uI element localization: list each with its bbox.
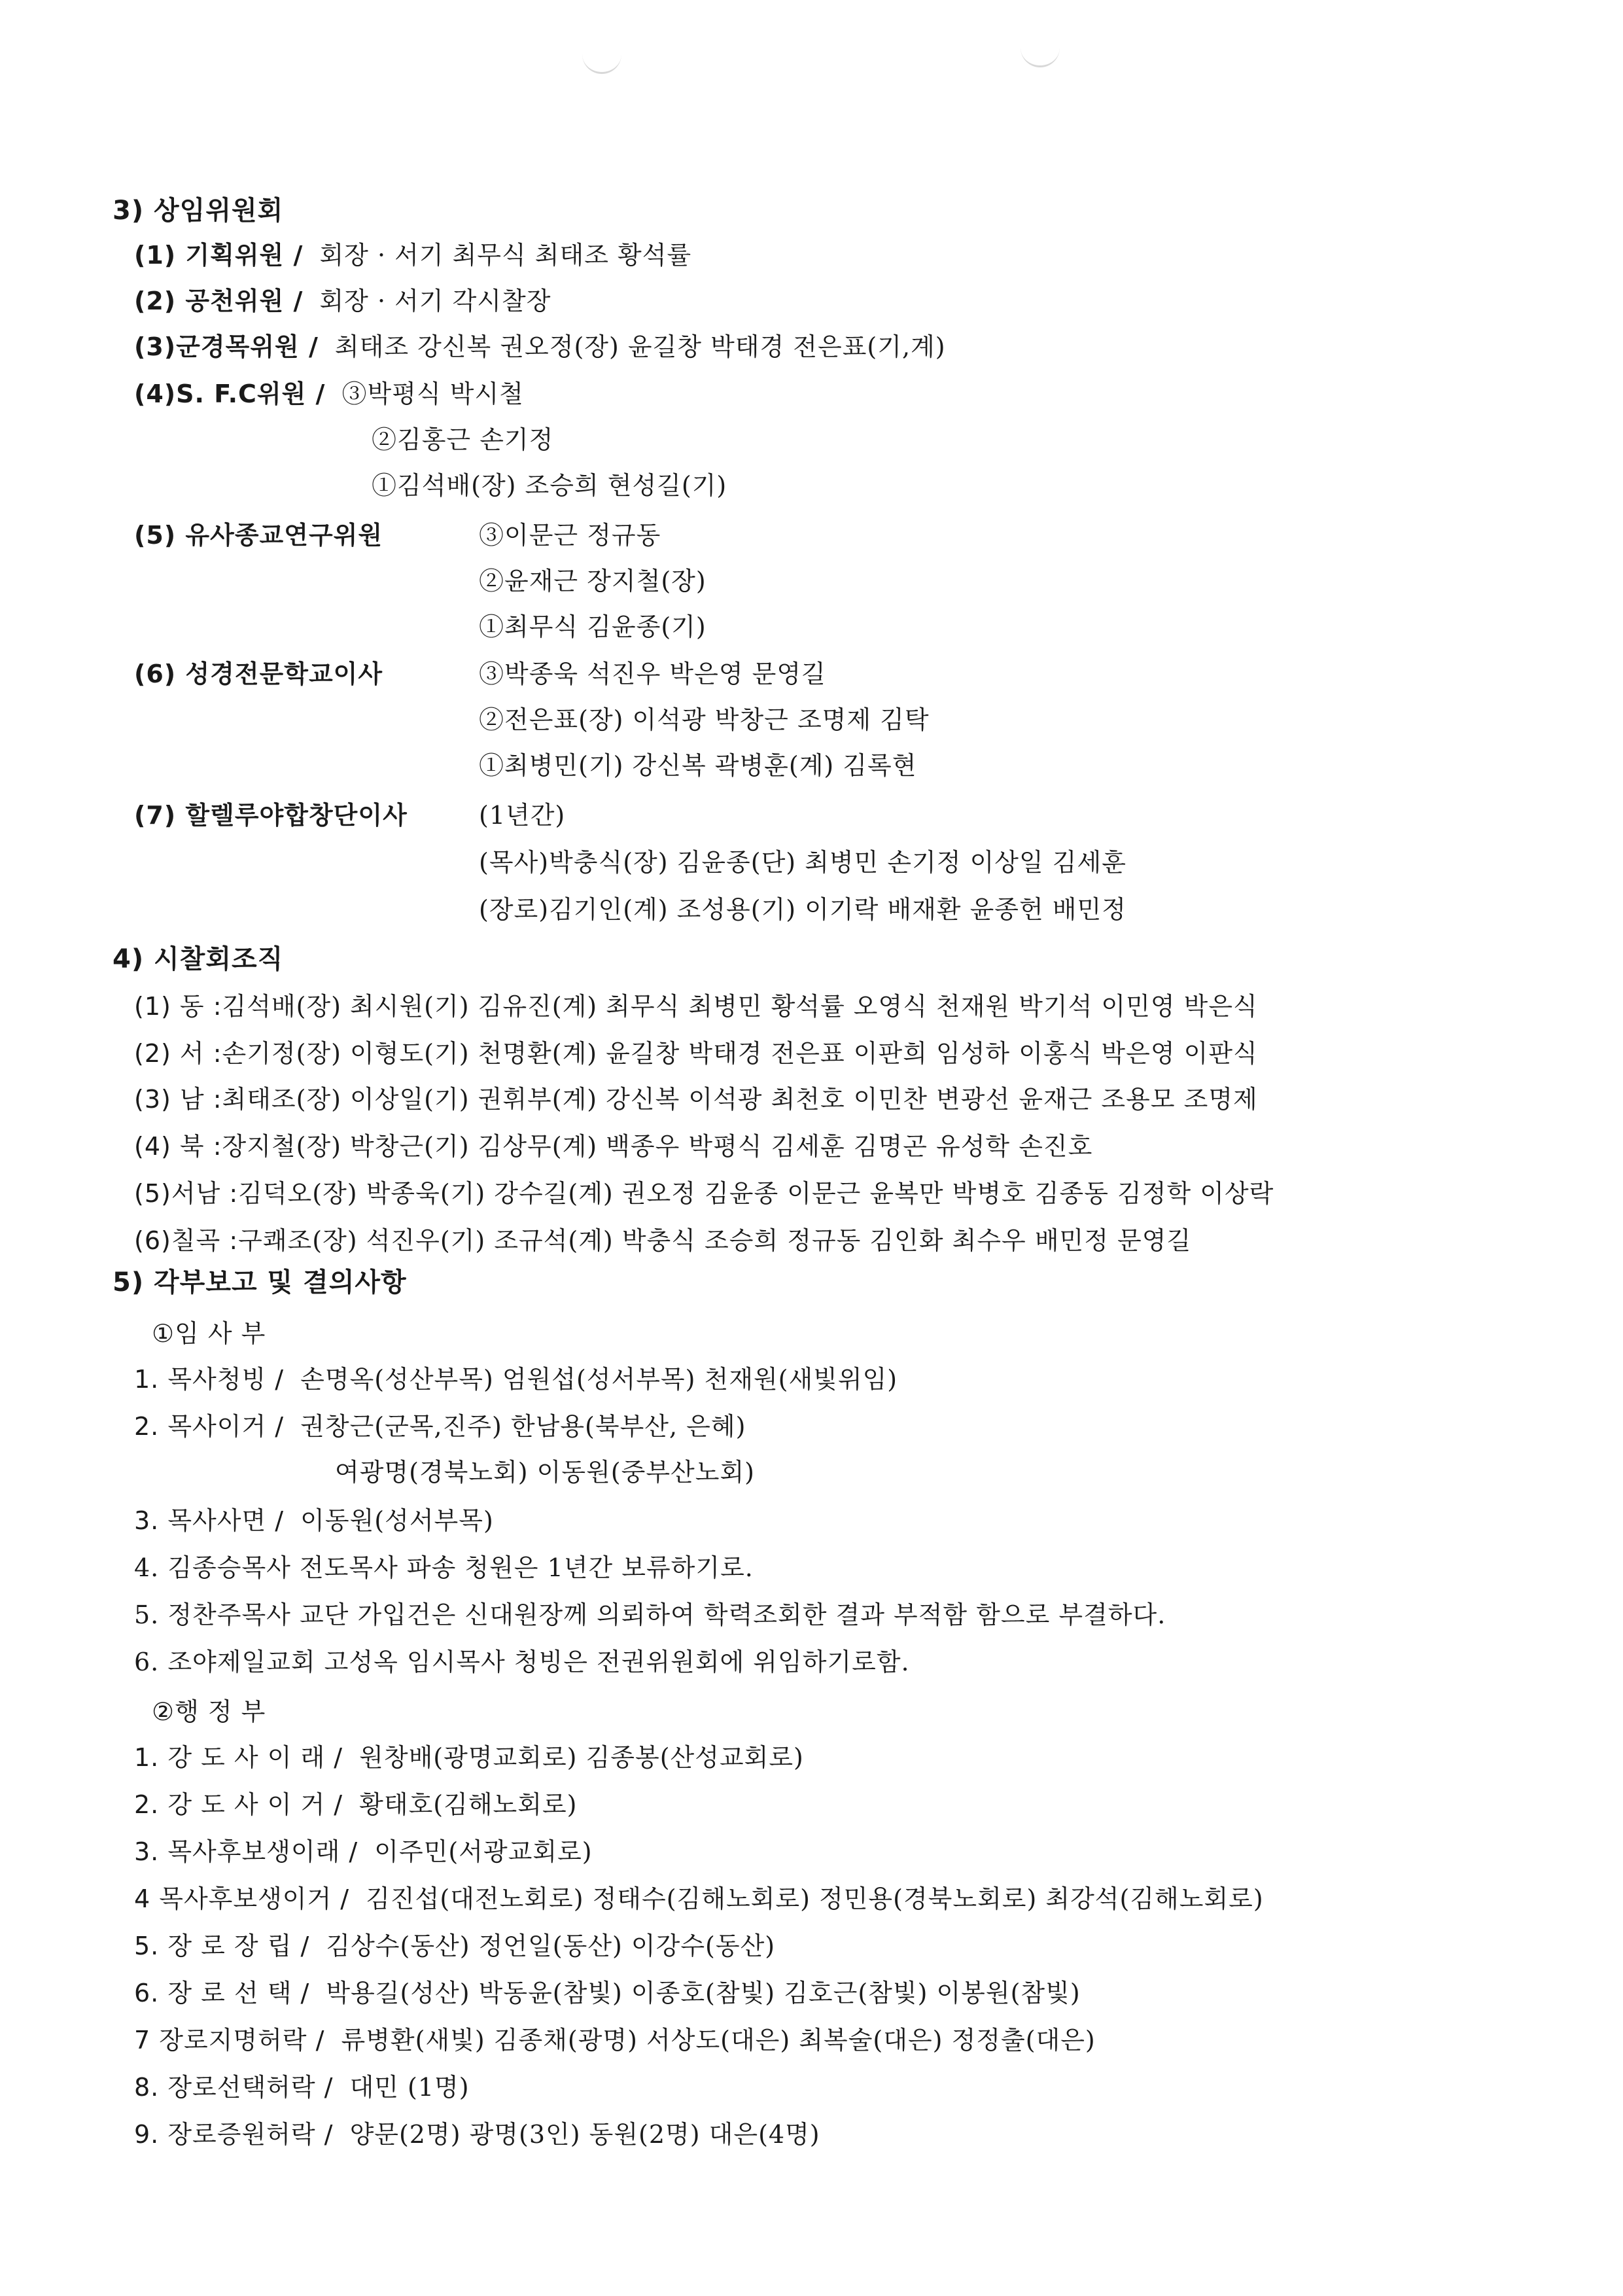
row-label: 9. 장로증원허락 / (134, 2120, 334, 2149)
row-label: 4 목사후보생이거 / (134, 1884, 350, 1913)
row-text: (1년간) (479, 801, 566, 830)
row-planning-committee (134, 239, 691, 271)
row-label: 1. 강 도 사 이 래 / (134, 1743, 343, 1772)
resolution-row (134, 1364, 898, 1395)
row-text: 최태조(장) 이상일(기) 권휘부(계) 강신복 이석광 최천호 이민찬 변광선 윤재근 조용모 조명제 (222, 1085, 1258, 1114)
subsection-heading: ②행 정 부 (152, 1697, 266, 1726)
admin-row (134, 1836, 593, 1867)
row-text: 이주민(서광교회로) (374, 1837, 593, 1866)
row-text: 최태조 강신복 권오정(장) 윤길창 박태경 전은표(기,계) (334, 332, 946, 361)
row-text: 장지철(장) 박창근(기) 김상무(계) 백종우 박평식 김세훈 김명곤 유성학 손진호 (222, 1132, 1093, 1161)
admin-row (134, 1977, 1081, 2009)
row-continuation: ①최병민(기) 강신복 곽병훈(계) 김록현 (479, 751, 917, 780)
row-label: 3. 목사후보생이래 / (134, 1837, 358, 1866)
admin-row (134, 1883, 1264, 1915)
row-text: 박용길(성산) 박동윤(참빛) 이종호(참빛) 김호근(참빛) 이봉원(참빛) (326, 1979, 1081, 2007)
row-text: 김석배(장) 최시원(기) 김유진(계) 최무식 최병민 황석률 오영식 천재원 박기석 이민영 박은식 (222, 992, 1258, 1021)
row-sfc-committee (134, 378, 524, 410)
row-text: 권창근(군목,진주) 한남용(북부산, 은혜) (300, 1412, 746, 1441)
row-label: (2) 공천위원 / (134, 287, 304, 315)
row-label: (4) 북 : (134, 1132, 222, 1161)
row-text: 류병환(새빛) 김종채(광명) 서상도(대은) 최복술(대은) 정정출(대은) (341, 2026, 1096, 2055)
row-label: (4)S. F.C위원 / (134, 380, 326, 408)
row-continuation: ②김홍근 손기정 (372, 425, 554, 454)
district-row (134, 1084, 1258, 1115)
row-continuation: (장로)김기인(계) 조성용(기) 이기락 배재환 윤종헌 배민정 (479, 895, 1126, 924)
row-label: 3. 목사사면 / (134, 1506, 285, 1535)
resolution-row: 5. 정찬주목사 교단 가입건은 신대원장께 의뢰하여 학력조회한 결과 부적함 함으로 부결하다. (134, 1600, 1166, 1629)
row-label: 8. 장로선택허락 / (134, 2073, 334, 2102)
row-text: 손명옥(성산부목) 엄원섭(성서부목) 천재원(새빛위임) (300, 1365, 898, 1394)
row-continuation: ①김석배(장) 조승희 현성길(기) (372, 471, 727, 500)
row-label: (3) 남 : (134, 1085, 222, 1114)
resolution-row: 6. 조야제일교회 고성옥 임시목사 청빙은 전권위원회에 위임하기로함. (134, 1648, 910, 1676)
row-continuation: ①최무식 김윤종(기) (479, 612, 707, 641)
row-text: ③박평식 박시철 (341, 380, 524, 408)
row-text: 황태호(김해노회로) (359, 1790, 578, 1819)
row-text: ③박종욱 석진우 박은영 문영길 (479, 660, 826, 688)
row-continuation: (목사)박충식(장) 김윤종(단) 최병민 손기정 이상일 김세훈 (479, 848, 1126, 877)
district-row (134, 991, 1258, 1022)
section-heading: 5) 각부보고 및 결의사항 (113, 1267, 407, 1298)
row-label: 1. 목사청빙 / (134, 1365, 285, 1394)
row-continuation: 여광명(경북노회) 이동원(중부산노회) (335, 1458, 756, 1487)
row-text: 손기정(장) 이형도(기) 천명환(계) 윤길창 박태경 전은표 이판희 임성하 이홍식 박은영 이판식 (222, 1039, 1258, 1068)
row-label: (1) 기획위원 / (134, 241, 304, 270)
row-cult-research-committee (134, 520, 383, 551)
row-text: 회장 · 서기 최무식 최태조 황석률 (319, 241, 692, 270)
row-nomination-committee (134, 285, 551, 317)
resolution-row (134, 1505, 494, 1536)
row-label: (6)칠곡 : (134, 1226, 239, 1255)
subsection-heading: ①임 사 부 (152, 1319, 266, 1348)
admin-row (134, 1789, 578, 1820)
row-text: 양문(2명) 광명(3인) 동원(2명) 대은(4명) (349, 2120, 820, 2149)
row-continuation: ②윤재근 장지철(장) (479, 567, 707, 595)
row-label: (2) 서 : (134, 1039, 222, 1068)
row-text: 이동원(성서부목) (300, 1506, 494, 1535)
section-heading: 4) 시찰회조직 (113, 944, 284, 974)
scan-mark-decoration (582, 46, 621, 74)
row-text: 김진섭(대전노회로) 정태수(김해노회로) 정민용(경북노회로) 최강석(김해노회로) (366, 1884, 1264, 1913)
district-row (134, 1178, 1274, 1209)
row-label: 7 장로지명허락 / (134, 2026, 325, 2055)
resolution-row: 4. 김종승목사 전도목사 파송 청원은 1년간 보류하기로. (134, 1553, 754, 1582)
row-hallelujah-choir-directors (134, 800, 408, 831)
row-label: (5)서남 : (134, 1179, 239, 1208)
row-label: (6) 성경전문학교이사 (134, 660, 383, 688)
row-text: ③이문근 정규동 (479, 521, 661, 550)
admin-row (134, 1742, 804, 1773)
row-label: (1) 동 : (134, 992, 222, 1021)
row-text: 대민 (1명) (349, 2073, 470, 2102)
row-label: 6. 장 로 선 택 / (134, 1979, 310, 2007)
scan-mark-decoration (1021, 39, 1060, 67)
row-label: 2. 목사이거 / (134, 1412, 285, 1441)
district-row (134, 1225, 1191, 1256)
row-label: 5. 장 로 장 립 / (134, 1932, 310, 1960)
admin-row (134, 2072, 470, 2103)
row-text: 원창배(광명교회로) 김종봉(산성교회로) (359, 1743, 804, 1772)
section-heading: 3) 상임위원회 (113, 196, 284, 226)
row-label: (3)군경목위원 / (134, 332, 319, 361)
district-row (134, 1038, 1258, 1069)
row-text: 김상수(동산) 정언일(동산) 이강수(동산) (326, 1932, 776, 1960)
admin-row (134, 2024, 1096, 2056)
row-label: 2. 강 도 사 이 거 / (134, 1790, 343, 1819)
row-military-chaplain-committee (134, 331, 946, 362)
district-row (134, 1131, 1092, 1162)
admin-row (134, 1930, 775, 1962)
row-text: 회장 · 서기 각시찰장 (319, 287, 551, 315)
admin-row (134, 2119, 820, 2150)
row-text: 구쾌조(장) 석진우(기) 조규석(계) 박충식 조승희 정규동 김인화 최수우 배민정 문영길 (238, 1226, 1192, 1255)
row-bible-school-directors (134, 658, 383, 690)
row-label: (5) 유사종교연구위원 (134, 521, 383, 550)
row-continuation: ②전은표(장) 이석광 박창근 조명제 김탁 (479, 705, 930, 734)
row-label: (7) 할렐루야합창단이사 (134, 801, 408, 830)
row-text: 김덕오(장) 박종욱(기) 강수길(계) 권오정 김윤종 이문근 윤복만 박병호 김종동 김정학 이상락 (238, 1179, 1274, 1208)
resolution-row (134, 1411, 746, 1442)
